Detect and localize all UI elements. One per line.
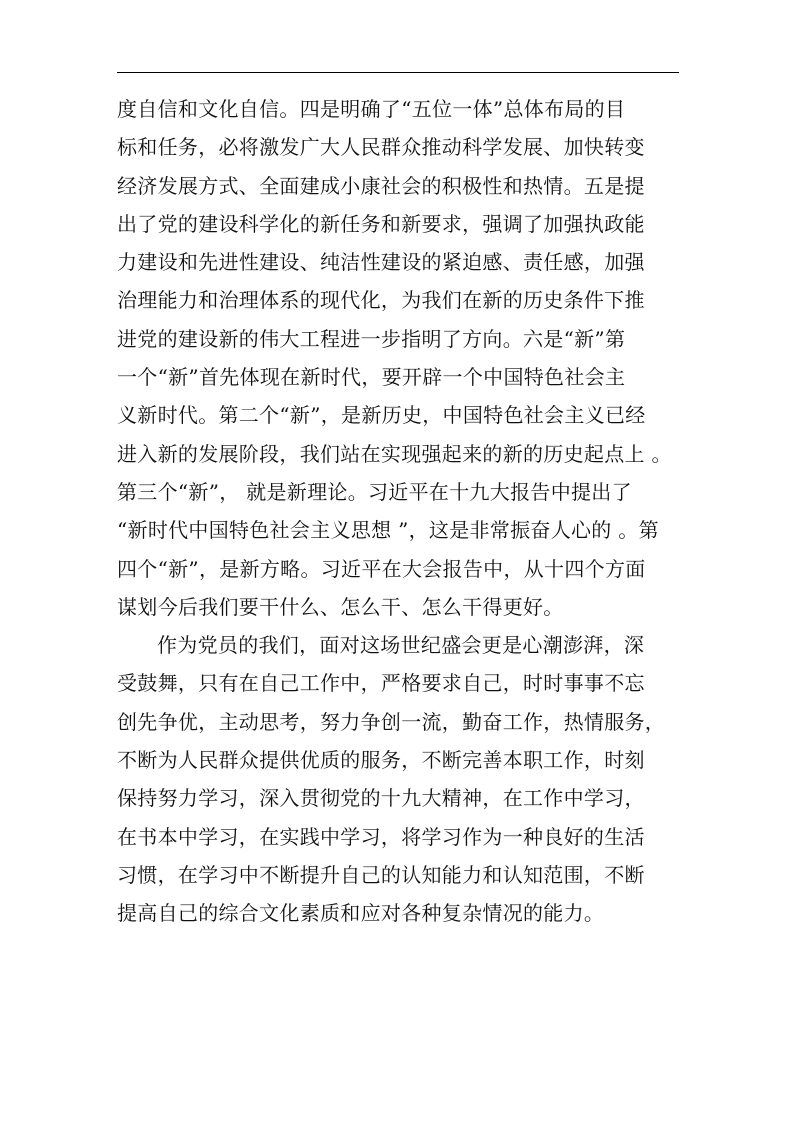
text-line: 标和任务，必将激发广大人民群众推动科学发展、加快转变 (117, 135, 645, 160)
text-line: 四个“新”，是新方略。习近平在大会报告中，从十四个方面 (117, 556, 646, 581)
paragraph-first-line: 作为党员的我们，面对这场世纪盛会更是心潮澎湃，深 (157, 633, 645, 658)
text-line: 度自信和文化自信。四是明确了“五位一体”总体布局的目 (117, 97, 626, 121)
text-line: 义新时代。第二个“新”，是新历史，中国特色社会主义已经 (117, 403, 646, 428)
text-line: “新时代中国特色社会主义思想 ”，这是非常振奋人心的 。第 (117, 518, 659, 543)
body-text (117, 90, 697, 933)
text-line: 一个“新”首先体现在新时代，要开辟一个中国特色社会主 (117, 365, 626, 390)
text-line: 经济发展方式、全面建成小康社会的积极性和热情。五是提 (117, 173, 645, 198)
text-line: 创先争优，主动思考，努力争创一流，勤奋工作，热情服务， (117, 709, 666, 734)
text-line: 谋划今后我们要干什么、怎么干、怎么干得更好。 (117, 594, 564, 619)
text-line: 受鼓舞，只有在自己工作中，严格要求自己，时时事事不忘 (117, 671, 645, 696)
text-line: 力建设和先进性建设、纯洁性建设的紧迫感、责任感，加强 (117, 250, 645, 275)
text-line: 不断为人民群众提供优质的服务，不断完善本职工作，时刻 (117, 748, 645, 773)
header-rule (117, 72, 679, 73)
text-line: 进入新的发展阶段，我们站在实现强起来的新的历史起点上 。 (117, 441, 672, 466)
text-line: 在书本中学习，在实践中学习，将学习作为一种良好的生活 (117, 824, 645, 849)
text-line: 出了党的建设科学化的新任务和新要求，强调了加强执政能 (117, 211, 645, 236)
text-line: 治理能力和治理体系的现代化，为我们在新的历史条件下推 (117, 288, 645, 313)
text-line: 提高自己的综合文化素质和应对各种复杂情况的能力。 (117, 901, 605, 926)
text-line: 习惯，在学习中不断提升自己的认知能力和认知范围，不断 (117, 862, 645, 887)
text-line: 保持努力学习，深入贯彻党的十九大精神，在工作中学习， (117, 786, 645, 811)
text-line: 进党的建设新的伟大工程进一步指明了方向。六是“新”第 (117, 326, 626, 351)
text-line: 第三个“新”， 就是新理论。习近平在十九大报告中提出了 (117, 479, 632, 504)
